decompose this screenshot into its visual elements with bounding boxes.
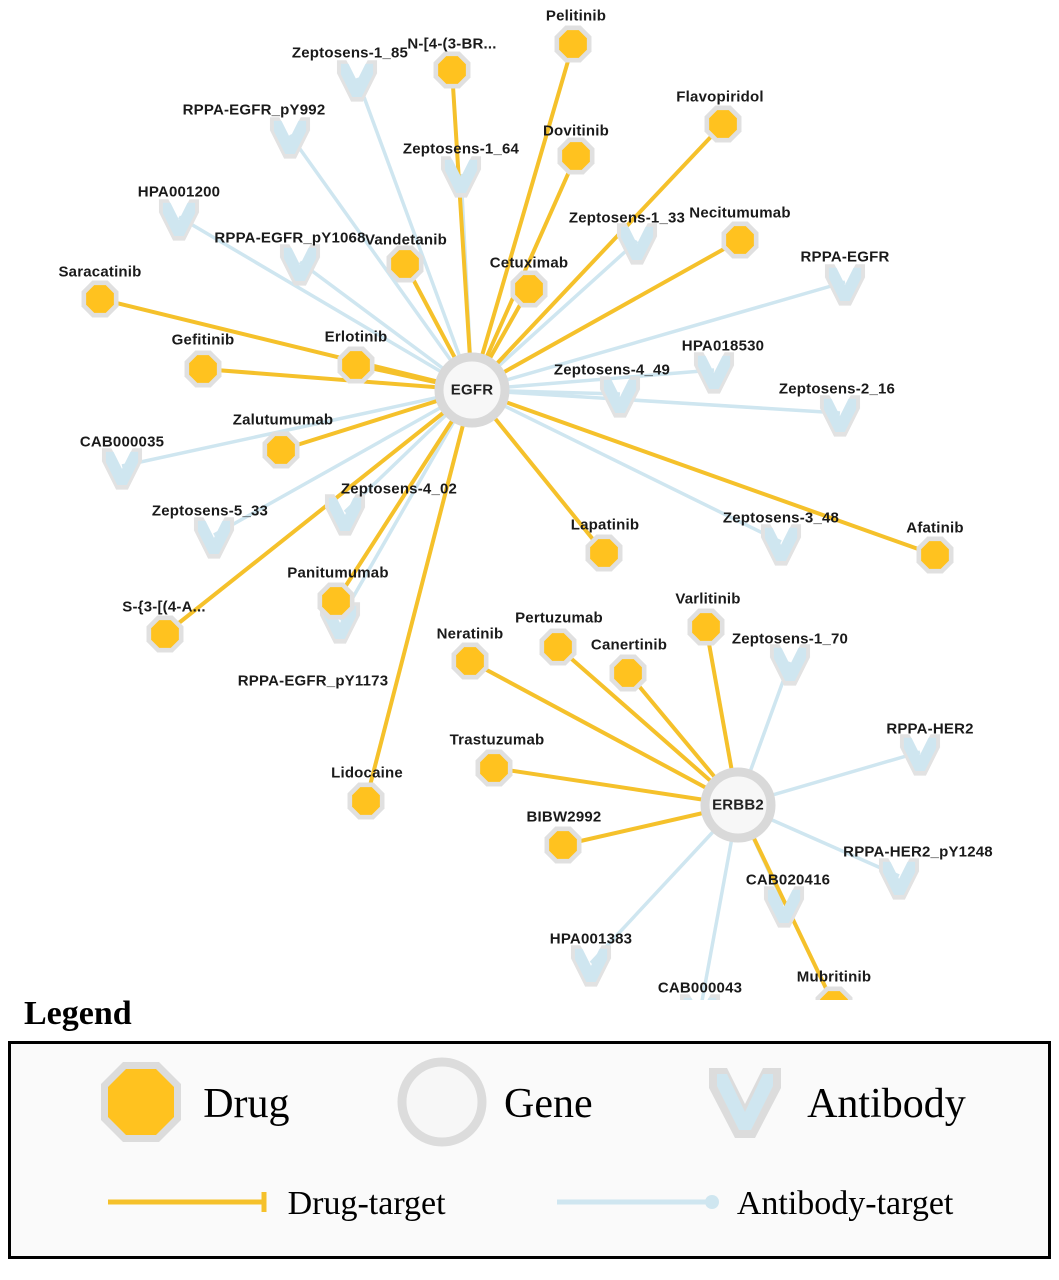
drug-node[interactable] — [545, 827, 582, 864]
legend-label-antibody: Antibody — [807, 1081, 966, 1127]
drug-label: Saracatinib — [58, 263, 142, 281]
drug-node[interactable] — [387, 246, 424, 283]
drug-label: Gefitinib — [171, 331, 235, 349]
legend-label-gene: Gene — [504, 1081, 593, 1127]
antibody-label: Zeptosens-1_33 — [568, 209, 686, 227]
antibody-label: HPA001383 — [549, 930, 633, 948]
antibody-node[interactable] — [761, 524, 801, 565]
antibody-edge-icon — [555, 1189, 725, 1220]
drug-node[interactable] — [558, 138, 595, 175]
antibody-node[interactable] — [900, 734, 940, 775]
drug-node[interactable] — [688, 609, 725, 646]
drug-node[interactable] — [338, 347, 375, 384]
antibody-label: Zeptosens-4_49 — [553, 361, 671, 379]
drug-label: Varlitinib — [675, 590, 741, 608]
drug-label: Trastuzumab — [449, 731, 545, 749]
drug-node[interactable] — [348, 783, 385, 820]
drug-node[interactable] — [610, 655, 647, 692]
legend-edge-row — [11, 1164, 1048, 1244]
legend-label-antibody-target: Antibody-target — [736, 1185, 954, 1222]
drug-label: Cetuximab — [489, 254, 569, 272]
antibody-node[interactable] — [102, 448, 142, 489]
drug-label: Dovitinib — [543, 122, 609, 140]
drug-node[interactable] — [917, 537, 954, 574]
antibody-node[interactable] — [820, 395, 860, 436]
drug-label: Neratinib — [436, 625, 504, 643]
drug-label: Lapatinib — [570, 516, 640, 534]
antibody-label: RPPA-EGFR_pY1173 — [237, 672, 389, 690]
antibody-node[interactable] — [879, 858, 919, 899]
drug-label: Afatinib — [906, 519, 964, 537]
gene-label: EGFR — [450, 381, 494, 399]
drug-label: Necitumumab — [689, 204, 791, 222]
drug-label: Canertinib — [590, 636, 668, 654]
antibody-node[interactable] — [764, 886, 804, 927]
legend-item-antibody — [697, 1054, 966, 1155]
drug-label: Vandetanib — [364, 231, 448, 249]
antibody-label: Zeptosens-2_16 — [778, 380, 896, 398]
antibody-label: HPA001200 — [137, 183, 221, 201]
drug-node[interactable] — [434, 52, 471, 89]
drug-node[interactable] — [452, 643, 489, 680]
drug-label: Pelitinib — [545, 7, 607, 25]
drug-label: N-[4-(3-BR... — [407, 35, 497, 53]
antibody-node[interactable] — [159, 199, 199, 240]
drug-edge — [472, 390, 935, 555]
legend-box — [8, 1041, 1051, 1259]
antibody-label: CAB000035 — [79, 433, 165, 451]
drug-label: Mubritinib — [796, 968, 872, 986]
antibody-node[interactable] — [337, 60, 377, 101]
legend — [8, 995, 1051, 1259]
drug-edge-icon — [106, 1189, 276, 1220]
drug-label: Erlotinib — [324, 328, 388, 346]
legend-item-drug-target — [106, 1185, 446, 1223]
antibody-label: RPPA-EGFR — [800, 248, 890, 266]
antibody-node[interactable] — [770, 644, 810, 685]
drug-node[interactable] — [185, 351, 222, 388]
drug-label: S-{3-[(4-A... — [122, 598, 206, 616]
antibody-label: CAB000043 — [657, 979, 743, 997]
drug-label: BIBW2992 — [526, 808, 602, 826]
drug-icon — [93, 1054, 189, 1155]
antibody-icon — [697, 1054, 793, 1155]
drug-node[interactable] — [705, 106, 742, 143]
legend-node-row — [11, 1044, 1048, 1164]
drug-label: Zalutumumab — [232, 411, 334, 429]
antibody-label: RPPA-HER2 — [886, 720, 974, 738]
antibody-label: RPPA-EGFR_pY1068 — [214, 229, 366, 247]
legend-title: Legend — [24, 995, 132, 1032]
antibody-node[interactable] — [325, 494, 365, 535]
antibody-label: CAB020416 — [745, 871, 831, 889]
antibody-node[interactable] — [194, 517, 234, 558]
drug-label: Panitumumab — [287, 564, 389, 582]
antibody-node[interactable] — [571, 945, 611, 986]
antibody-label: Zeptosens-1_70 — [731, 630, 849, 648]
legend-item-drug — [93, 1054, 289, 1155]
legend-item-antibody-target — [555, 1185, 954, 1223]
drug-node[interactable] — [476, 750, 513, 787]
legend-label-drug-target: Drug-target — [287, 1185, 446, 1222]
antibody-node[interactable] — [694, 352, 734, 393]
drug-label: Pertuzumab — [515, 609, 603, 627]
antibody-label: RPPA-HER2_pY1248 — [843, 843, 993, 861]
drug-node[interactable] — [263, 432, 300, 469]
drug-node[interactable] — [540, 629, 577, 666]
drug-node[interactable] — [147, 616, 184, 653]
antibody-label: Zeptosens-1_64 — [402, 140, 520, 158]
antibody-node[interactable] — [825, 264, 865, 305]
antibody-label: Zeptosens-4_02 — [340, 480, 458, 498]
gene-icon — [394, 1054, 490, 1155]
antibody-label: RPPA-EGFR_pY992 — [182, 101, 326, 119]
antibody-node[interactable] — [441, 156, 481, 197]
antibody-label: Zeptosens-1_85 — [291, 44, 409, 62]
drug-node[interactable] — [511, 271, 548, 308]
antibody-node[interactable] — [600, 376, 640, 417]
drug-node[interactable] — [318, 583, 355, 620]
drug-node[interactable] — [82, 281, 119, 318]
gene-label: ERBB2 — [712, 796, 764, 814]
antibody-label: HPA018530 — [681, 337, 765, 355]
drug-label: Flavopiridol — [676, 88, 764, 106]
legend-item-gene — [394, 1054, 593, 1155]
drug-node[interactable] — [586, 535, 623, 572]
antibody-label: Zeptosens-5_33 — [151, 502, 269, 520]
antibody-node[interactable] — [617, 223, 657, 264]
legend-label-drug: Drug — [203, 1081, 290, 1127]
drug-node[interactable] — [722, 222, 759, 259]
drug-node[interactable] — [555, 26, 592, 63]
antibody-label: Zeptosens-3_48 — [722, 509, 840, 527]
drug-label: Lidocaine — [331, 764, 403, 782]
